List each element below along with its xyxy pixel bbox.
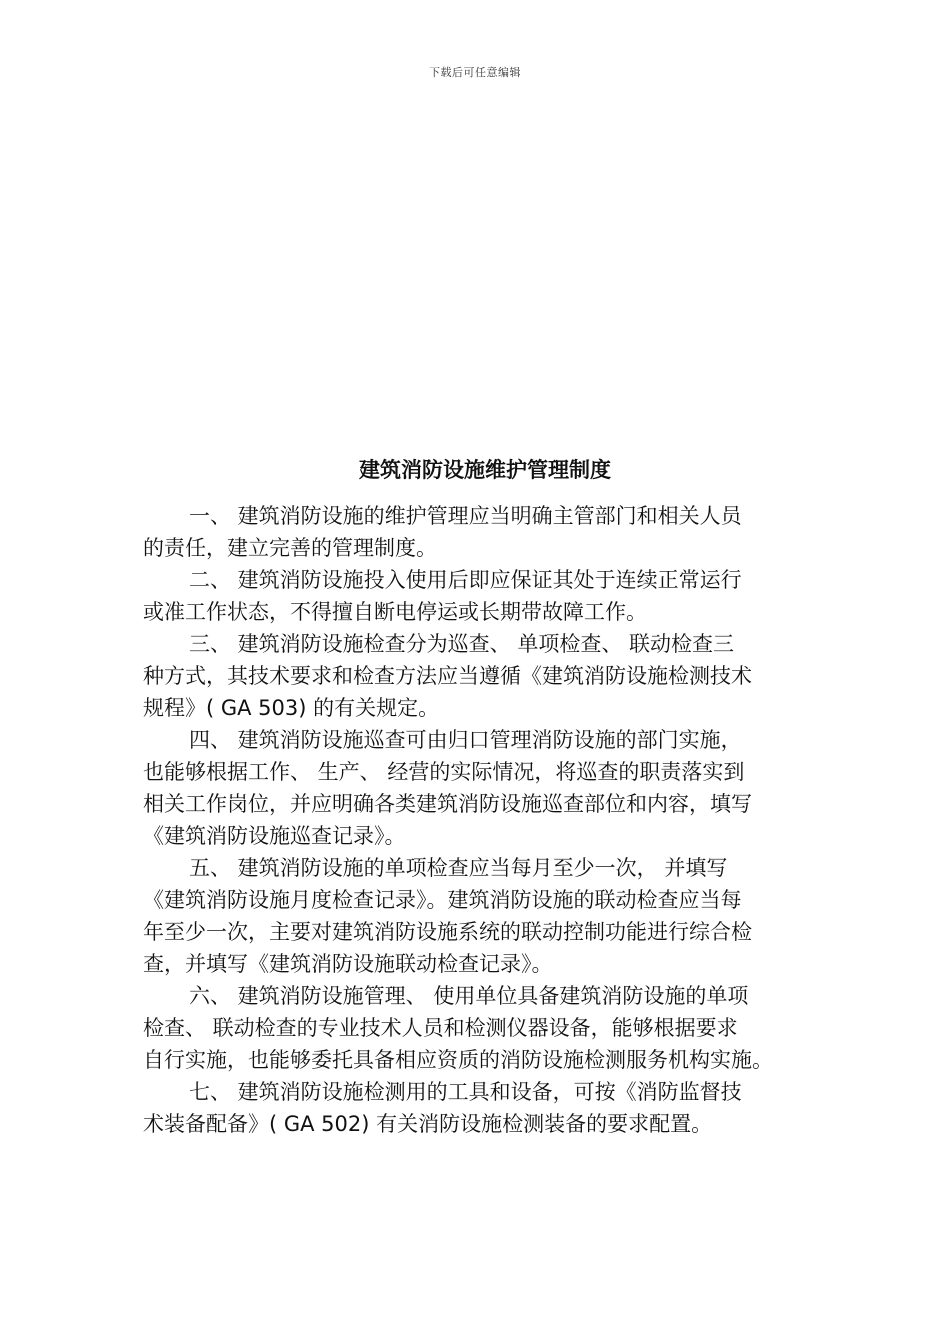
body-line: 三、 建筑消防设施检查分为巡查、 单项检查、 联动检查三 (189, 632, 735, 656)
document-title: 建筑消防设施维护管理制度 (359, 458, 611, 482)
body-line: 六、 建筑消防设施管理、 使用单位具备建筑消防设施的单项 (189, 984, 749, 1008)
body-line: 查，并填写《建筑消防设施联动检查记录》。 (143, 952, 553, 976)
body-line: 也能够根据工作、 生产、 经营的实际情况，将巡查的职责落实到 (143, 760, 745, 784)
body-line: 二、 建筑消防设施投入使用后即应保证其处于连续正常运行 (189, 568, 742, 592)
body-line: 《建筑消防设施月度检查记录》。建筑消防设施的联动检查应当每 (143, 888, 742, 912)
body-line: 《建筑消防设施巡查记录》。 (143, 824, 406, 848)
body-line: 自行实施，也能够委托具备相应资质的消防设施检测服务机构实施。 (143, 1048, 773, 1072)
body-line: 术装备配备》( GA 502) 有关消防设施检测装备的要求配置。 (143, 1112, 713, 1136)
body-line: 的责任，建立完善的管理制度。 (143, 536, 437, 560)
body-line: 种方式，其技术要求和检查方法应当遵循《建筑消防设施检测技术 (143, 664, 752, 688)
body-line: 相关工作岗位，并应明确各类建筑消防设施巡查部位和内容，填写 (143, 792, 752, 816)
body-line: 检查、 联动检查的专业技术人员和检测仪器设备，能够根据要求 (143, 1016, 738, 1040)
body-line: 四、 建筑消防设施巡查可由归口管理消防设施的部门实施， (189, 728, 742, 752)
header-note: 下载后可任意编辑 (429, 66, 521, 79)
body-line: 年至少一次，主要对建筑消防设施系统的联动控制功能进行综合检 (143, 920, 752, 944)
body-line: 七、 建筑消防设施检测用的工具和设备，可按《消防监督技 (189, 1080, 742, 1104)
document-body (143, 500, 833, 1140)
body-line: 或准工作状态，不得擅自断电停运或长期带故障工作。 (143, 600, 647, 624)
body-line: 规程》( GA 503) 的有关规定。 (143, 696, 440, 720)
body-line: 一、 建筑消防设施的维护管理应当明确主管部门和相关人员 (189, 504, 742, 528)
body-line: 五、 建筑消防设施的单项检查应当每月至少一次， 并填写 (189, 856, 728, 880)
